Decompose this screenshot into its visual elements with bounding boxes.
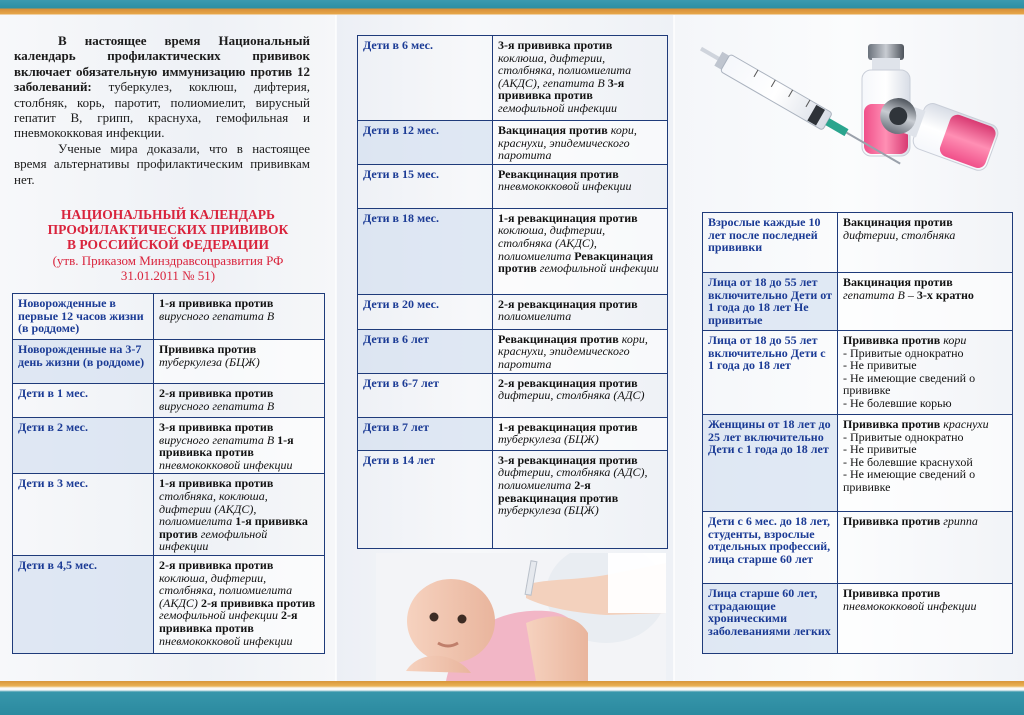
vaccination-text: туберкулеза (БЦЖ) (498, 432, 599, 447)
schedule-row (13, 474, 325, 556)
vaccination-text: пневмококковой инфекции (159, 633, 293, 648)
vaccination-text: дифтерии, столбняка (АДС), полиомиелита (498, 465, 648, 492)
age-group-cell: Дети в 15 мес. (358, 164, 493, 208)
vaccination-text: - Не болевшие краснухой (843, 454, 973, 469)
vaccination-text: туберкулеза (БЦЖ) (498, 503, 599, 518)
schedule-row (358, 450, 668, 548)
vaccination-text: кори (943, 333, 967, 347)
vaccination-cell (154, 474, 325, 556)
vaccination-text: 3-я прививка против (159, 420, 274, 434)
vaccination-text: 1-я прививка против (159, 514, 308, 541)
age-group-cell: Дети в 6 мес. (358, 36, 493, 121)
vaccination-text: вирусного гепатита В (159, 398, 275, 413)
vaccination-text: Прививка против (843, 586, 941, 600)
vaccination-text: коклюша, дифтерии, столбняка, полиомиелита (АКДС) (159, 570, 293, 610)
vaccination-text: - Не привитые (843, 442, 917, 457)
vaccination-text: Вакцинация против (498, 123, 611, 137)
vaccination-text: пневмококковой инфекции (498, 179, 632, 194)
vaccination-cell (493, 373, 668, 417)
vaccination-cell (838, 331, 1013, 415)
vaccination-text: 3-я прививка против (498, 38, 613, 52)
vaccination-text: пневмококковой инфекции (159, 457, 293, 472)
vaccination-text: гемофильной инфекции (539, 261, 659, 276)
vaccination-text: Прививка против (159, 342, 257, 356)
age-group-cell: Взрослые каждые 10 лет после последней прививки (703, 213, 838, 273)
vaccination-text: - Не имеющие сведений о прививке (843, 467, 976, 494)
vaccination-text: дифтерии, столбняка (АДС) (498, 388, 645, 403)
vaccination-text: коклюша, дифтерии, столбняка (АКДС), полиомиелита (498, 223, 606, 263)
vaccination-cell (838, 415, 1013, 512)
age-group-cell: Дети в 18 мес. (358, 208, 493, 294)
vaccination-text: туберкулеза (БЦЖ) (159, 354, 260, 369)
age-group-cell: Дети в 6-7 лет (358, 373, 493, 417)
vaccination-text: Прививка против (843, 417, 944, 431)
vaccination-text: 1-я прививка против (159, 432, 294, 460)
intro-text (14, 33, 310, 187)
age-group-cell: Новорожденные на 3-7 день жизни (в роддоме) (13, 340, 154, 384)
vaccination-text: 1-я прививка против (159, 296, 274, 310)
vaccination-cell (493, 417, 668, 450)
vaccination-text: 2-я прививка против (159, 557, 274, 572)
vaccination-cell (838, 584, 1013, 654)
age-group-cell: Дети с 6 мес. до 18 лет, студенты, взрослые отдельных профессий, лица старше 60 лет (703, 512, 838, 584)
schedule-row (13, 555, 325, 653)
vaccination-cell (838, 213, 1013, 273)
vaccination-cell (493, 294, 668, 329)
vaccination-text: Ревакцинация против (498, 248, 654, 276)
age-group-cell: Дети в 14 лет (358, 450, 493, 548)
vaccination-cell (493, 121, 668, 165)
fold-line (673, 15, 675, 681)
vaccination-text: гемофильной инфекции (159, 526, 268, 554)
vaccination-cell (493, 164, 668, 208)
vaccination-text: 3-я ревакцинация против (498, 452, 638, 467)
age-group-cell: Дети в 4,5 мес. (13, 555, 154, 653)
subtitle-line: (утв. Приказом Минздравсоцразвития РФ (52, 253, 284, 268)
schedule-row (358, 121, 668, 165)
age-group-cell: Лица от 18 до 55 лет включительно Дети с 1 года до 18 лет (703, 331, 838, 415)
vaccination-cell (154, 555, 325, 653)
calendar-title-line: В РОССИЙСКОЙ ФЕДЕРАЦИИ (67, 237, 269, 252)
schedule-row (358, 294, 668, 329)
schedule-row (358, 164, 668, 208)
vaccination-text: 1-я ревакцинация против (498, 210, 638, 225)
vaccination-cell (154, 340, 325, 384)
vaccination-cell (493, 329, 668, 373)
age-group-cell: Лица старше 60 лет, страдающие хроническими заболеваниями легких (703, 584, 838, 654)
schedule-row (13, 418, 325, 474)
vaccination-text: - Привитые однократно (843, 345, 964, 360)
vaccination-text: 2-я прививка против (159, 386, 274, 400)
calendar-title-line: ПРОФИЛАКТИЧЕСКИХ ПРИВИВОК (47, 222, 289, 237)
vaccination-text: 1-я прививка против (159, 476, 274, 491)
schedule-row (358, 36, 668, 121)
vaccination-text: вирусного гепатита В (159, 308, 275, 323)
schedule-row (13, 340, 325, 384)
vaccination-text: коклюша, дифтерии, столбняка, полиомиелита (АКДС), гепатита В (498, 50, 632, 90)
schedule-table-children (357, 35, 668, 549)
vaccination-text: Прививка против (843, 514, 944, 528)
schedule-row (358, 417, 668, 450)
age-group-cell: Лица от 18 до 55 лет включительно Дети от 1 года до 18 лет Не привитые (703, 273, 838, 331)
age-group-cell: Дети в 2 мес. (13, 418, 154, 474)
age-group-cell: Женщины от 18 лет до 25 лет включительно Дети с 1 года до 18 лет (703, 415, 838, 512)
vaccination-text: кори, краснухи, эпидемического паротита (498, 123, 637, 163)
vaccination-cell (838, 512, 1013, 584)
vaccination-text: гриппа (943, 514, 978, 528)
vaccination-text: - Не болевшие корью (843, 395, 952, 410)
calendar-title (8, 207, 328, 252)
vaccination-text: Ревакцинация против (498, 331, 622, 346)
vaccination-text: 2-я ревакцинация против (498, 296, 638, 311)
schedule-row (703, 415, 1013, 512)
vaccination-text: 2-я ревакцинация против (498, 375, 638, 390)
vaccination-text: дифтерии, столбняка (843, 227, 956, 242)
age-group-cell: Новорожденные в первые 12 часов жизни (в роддоме) (13, 294, 154, 340)
vaccination-text: - Не имеющие сведений о прививке (843, 370, 976, 398)
vaccination-text: 3-я прививка против (498, 75, 625, 103)
vaccination-text: - Привитые однократно (843, 429, 964, 444)
vaccination-text: Ревакцинация против (498, 166, 619, 181)
schedule-row (13, 294, 325, 340)
schedule-row (703, 331, 1013, 415)
vaccination-text: - Не привитые (843, 358, 917, 373)
schedule-row (703, 273, 1013, 331)
calendar-subtitle (8, 253, 328, 283)
age-group-cell: Дети в 6 лет (358, 329, 493, 373)
vaccination-text: гемофильной инфекции (498, 100, 617, 115)
age-group-cell: Дети в 3 мес. (13, 474, 154, 556)
vaccination-cell (154, 384, 325, 418)
vaccination-text: 3-х кратно (916, 287, 974, 302)
vaccination-text: столбняка, коклюша, дифтерии (АКДС), полиомиелита (159, 488, 268, 529)
vaccination-text: пневмококковой инфекции (843, 598, 977, 613)
age-group-cell: Дети в 12 мес. (358, 121, 493, 165)
schedule-row (703, 213, 1013, 273)
vaccination-cell (493, 450, 668, 548)
vaccination-text: гепатита В – (843, 287, 917, 302)
vaccination-cell (154, 418, 325, 474)
vaccination-cell (493, 208, 668, 294)
vaccination-text: Вакцинация против (843, 215, 953, 229)
vaccination-cell (493, 36, 668, 121)
schedule-row (358, 329, 668, 373)
subtitle-line: 31.01.2011 № 51) (120, 268, 216, 283)
vaccination-cell (154, 294, 325, 340)
schedule-table-adults (702, 212, 1013, 654)
intro-rest: туберкулез, коклюш, дифтерия, столбняк, корь, паротит, полиомиелит, вирусный гепатит В, грипп, краснуха, гемофильная и пневмококковая инфекции. (14, 79, 310, 141)
vaccination-text: 2-я прививка против (159, 608, 298, 635)
schedule-table-infants (12, 293, 325, 654)
schedule-row (13, 384, 325, 418)
intro-conclusion: Ученые мира доказали, что в настоящее время альтернативы профилактическим прививкам нет. (14, 140, 310, 187)
schedule-row (703, 584, 1013, 654)
vaccination-text: краснухи (943, 417, 989, 431)
bottom-band (0, 681, 1024, 715)
age-group-cell: Дети в 20 мес. (358, 294, 493, 329)
baby-head (407, 579, 495, 663)
baby-photo (376, 553, 666, 681)
vaccination-text: кори, краснухи, эпидемического паротита (498, 331, 648, 371)
schedule-row (358, 208, 668, 294)
calendar-title-line: НАЦИОНАЛЬНЫЙ КАЛЕНДАРЬ (61, 207, 275, 222)
fold-line (335, 15, 337, 681)
vaccination-text: гемофильной инфекции (159, 608, 281, 623)
vaccination-text: Прививка против (843, 333, 944, 347)
vaccination-cell (838, 273, 1013, 331)
syringe-vials-image (694, 22, 1016, 200)
age-group-cell: Дети в 1 мес. (13, 384, 154, 418)
vaccination-text: 2-я прививка против (200, 595, 316, 610)
vaccination-text: вирусного гепатита В (159, 432, 278, 447)
vaccination-text: полиомиелита (498, 309, 572, 324)
age-group-cell: Дети в 7 лет (358, 417, 493, 450)
intro-bold: В настоящее время Национальный календарь профилактических прививок включает обязательную иммунизацию против 12 заболеваний: (14, 33, 310, 95)
vaccination-text: Вакцинация против (843, 275, 953, 289)
vaccination-text: 1-я ревакцинация против (498, 419, 638, 434)
schedule-row (358, 373, 668, 417)
vaccination-text: 2-я ревакцинация против (498, 477, 619, 505)
schedule-row (703, 512, 1013, 584)
